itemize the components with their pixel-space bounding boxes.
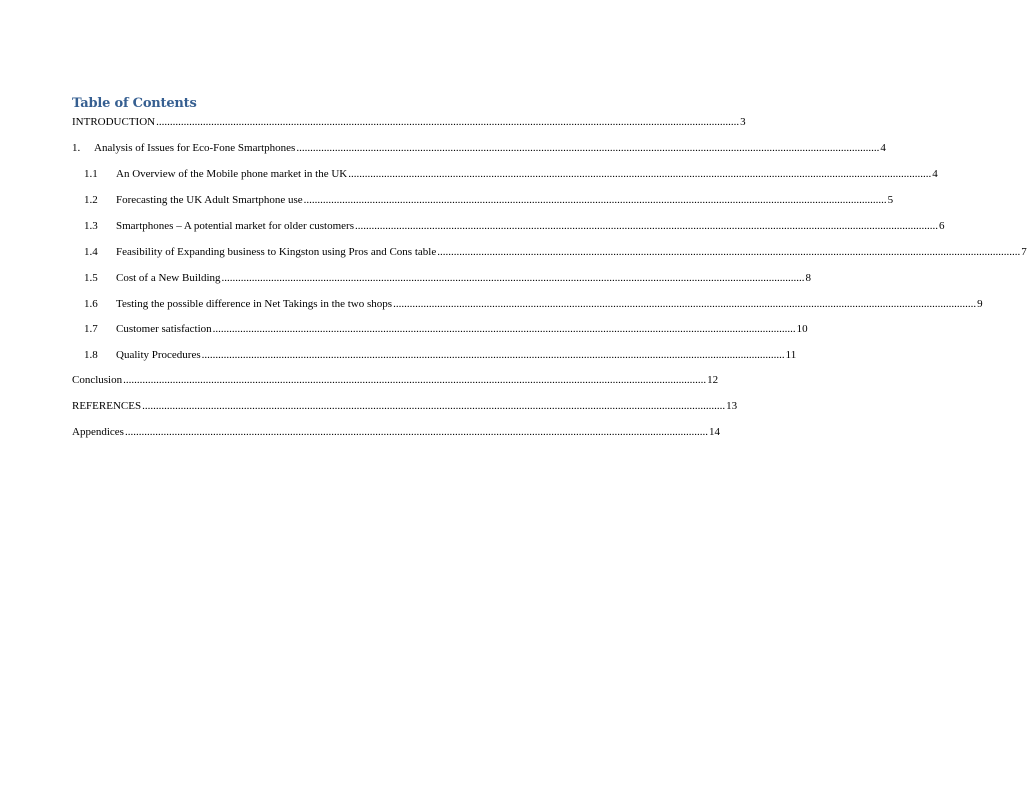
toc-entry-number: 1.5 [84, 272, 98, 284]
toc-entry-title: Smartphones – A potential market for older customers [116, 220, 354, 232]
toc-entry[interactable] [72, 426, 720, 439]
toc-page-number: 10 [796, 323, 808, 335]
toc-page-number: 8 [805, 272, 811, 284]
toc-dot-leader [123, 374, 706, 387]
toc-entry[interactable] [72, 374, 719, 387]
toc-entry[interactable] [84, 323, 808, 336]
toc-page-number: 4 [932, 168, 938, 180]
toc-page-number: 6 [938, 220, 945, 232]
toc-entry[interactable] [84, 168, 938, 181]
toc-dot-leader [348, 168, 931, 181]
toc-page-number: 9 [977, 298, 983, 310]
toc-entry-title: Appendices [72, 426, 124, 438]
toc-dot-leader [222, 272, 805, 285]
toc-entry-title: Customer satisfaction [116, 323, 212, 335]
toc-dot-leader [355, 220, 938, 233]
toc-entry[interactable] [84, 298, 983, 311]
toc-page-number: 13 [726, 400, 738, 412]
toc-dot-leader [437, 246, 1020, 259]
toc-dot-leader [125, 426, 708, 439]
toc-dot-leader [202, 349, 785, 362]
toc-entry-title: Quality Procedures [116, 349, 201, 361]
toc-page-number: 4 [880, 142, 886, 154]
toc-entry-number: 1.7 [84, 323, 98, 335]
toc-entry-number: 1.2 [84, 194, 98, 206]
toc-entry[interactable] [72, 400, 738, 413]
toc-dot-leader [304, 194, 887, 207]
toc-page-number: 3 [740, 116, 746, 128]
toc-entry-title: INTRODUCTION [72, 116, 156, 128]
toc-entry-title: Cost of a New Building [116, 272, 221, 284]
toc-dot-leader [296, 142, 879, 155]
toc-entry-number: 1.4 [84, 246, 98, 258]
toc-page-number: 5 [887, 194, 894, 206]
toc-entry[interactable] [84, 272, 811, 285]
toc-entry-number: 1.6 [84, 298, 98, 310]
toc-entry-title: An Overview of the Mobile phone market in the UK [116, 168, 348, 180]
toc-entry-title: Analysis of Issues for Eco-Fone Smartphones [94, 142, 296, 154]
toc-entry-title: Testing the possible difference in Net Takings in the two shops [116, 298, 393, 310]
toc-heading: Table of Contents [72, 96, 197, 111]
toc-entry-number: 1. [72, 142, 81, 154]
toc-page-number: 11 [785, 349, 797, 361]
toc-dot-leader [142, 400, 725, 413]
toc-page-number: 7 [1021, 246, 1027, 258]
toc-dot-leader [213, 323, 796, 336]
toc-entry-number: 1.1 [84, 168, 98, 180]
toc-entry[interactable] [84, 220, 945, 233]
toc-entry-number: 1.3 [84, 220, 98, 232]
toc-entry-title: Feasibility of Expanding business to Kingston using Pros and Cons table [116, 246, 437, 258]
toc-entry[interactable] [72, 142, 886, 155]
toc-page-number: 12 [707, 374, 719, 386]
toc-entry-title: REFERENCES [72, 400, 142, 412]
toc-entry-title: Conclusion [72, 374, 123, 386]
toc-page-number: 14 [708, 426, 720, 438]
toc-dot-leader [393, 298, 976, 311]
toc-entry[interactable] [72, 116, 746, 129]
toc-entry-number: 1.8 [84, 349, 98, 361]
toc-entry-title: Forecasting the UK Adult Smartphone use [116, 194, 303, 206]
toc-entry[interactable] [84, 246, 1027, 259]
toc-entry[interactable] [84, 194, 894, 207]
toc-entry[interactable] [84, 349, 797, 362]
toc-dot-leader [156, 116, 739, 129]
